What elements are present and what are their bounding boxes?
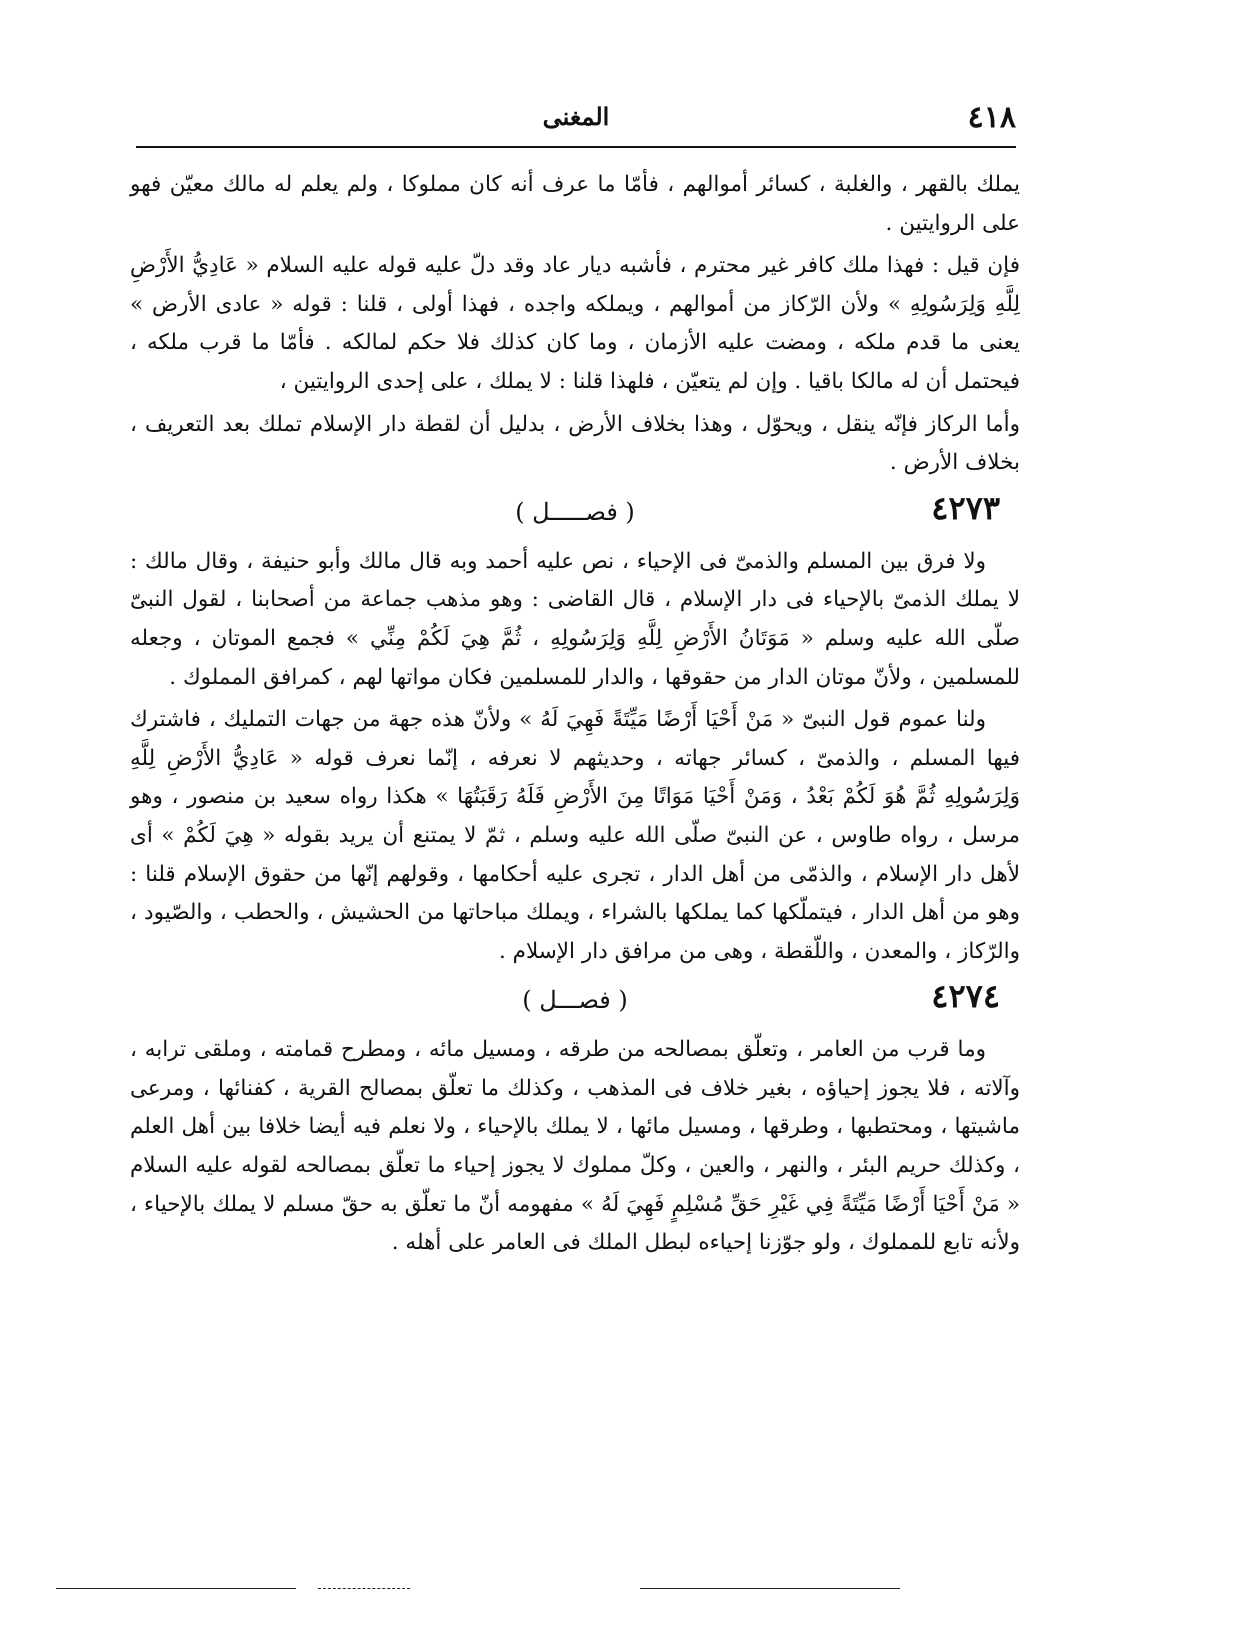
footer-rule [640,1588,900,1589]
paragraph: يملك بالقهر ، والغلبة ، كسائر أموالهم ، فأمّا ما عرف أنه كان مملوكا ، ولم يعلم له مالك معيّن فهو على الروايتين . [130,172,1020,236]
footer-rule [318,1588,410,1589]
paragraph: فإن قيل : فهذا ملك كافر غير محترم ، فأشبه ديار عاد وقد دلّ عليه قوله عليه السلام « عَادِيُّ الأَرْضِ لِلَّهِ وَلِرَسُولِهِ » ولأن الرّكاز من أموالهم ، ويملكه واجده ، فهذا أولى ، قلنا : قوله « عادى الأرض » يعنى ما قدم ملكه ، ومضت عليه الأزمان ، وما كان كذلك فلا حكم لمالكه . فأمّا ما قرب ملكه ، فيحتمل أن له مالكا باقيا . وإن لم يتعيّن ، فلهذا قلنا : لا يملك ، على إحدى الروايتين ، [130,253,1020,394]
section-number: ٤٢٧٤ [931,977,1000,1016]
section-number: ٤٢٧٣ [931,488,1000,527]
section-heading-4273 [130,489,1020,541]
paragraph: ولا فرق بين المسلم والذمىّ فى الإحياء ، نص عليه أحمد وبه قال مالك وأبو حنيفة ، وقال مالك : لا يملك الذمىّ بالإحياء فى دار الإسلام ، قال القاضى : وهو مذهب جماعة من أصحابنا ، لقول النبىّ صلّى الله عليه وسلم « مَوَتَانُ الأَرْضِ لِلَّهِ وَلِرَسُولِهِ ، ثُمَّ هِيَ لَكُمْ مِنِّي » فجمع الموتان ، وجعله للمسلمين ، ولأنّ موتان الدار من حقوقها ، والدار للمسلمين فكان مواتها لهم ، كمرافق المملوك . [130,548,1020,690]
header-rule [136,146,1016,148]
section-heading-4274 [130,977,1020,1029]
paragraph: وما قرب من العامر ، وتعلّق بمصالحه من طرقه ، ومسيل مائه ، ومطرح قمامته ، وملقى ترابه ، وآلاته ، فلا يجوز إحياؤه ، بغير خلاف فى المذهب ، وكذلك ما تعلّق بمصالح القرية ، كفنائها ، ومرعى ماشيتها ، ومحتطبها ، وطرقها ، ومسيل مائها ، لا يملك بالإحياء ، ولا نعلم فيه أيضا خلافا بين أهل العلم ، وكذلك حريم البئر ، والنهر ، والعين ، وكلّ مملوك لا يجوز إحياء ما تعلّق بمصالحه لقوله عليه السلام « مَنْ أَحْيَا أَرْضًا مَيِّتَةً فِي غَيْرِ حَقِّ مُسْلِمٍ فَهِيَ لَهُ » مفهومه أنّ ما تعلّق به حقّ مسلم لا يملك بالإحياء ، ولأنه تابع للمملوك ، ولو جوّزنا إحياءه لبطل الملك فى العامر على أهله . [130,1037,1020,1256]
section-title: ( فصـــــل ) [515,497,635,526]
page-number: ٤١٨ [967,100,1016,135]
paragraph: وأما الركاز فإنّه ينقل ، ويحوّل ، وهذا بخلاف الأرض ، بدليل أن لقطة دار الإسلام تملك بعد التعريف ، بخلاف الأرض . [130,411,1020,476]
paragraph: ولنا عموم قول النبىّ « مَنْ أَحْيَا أَرْضًا مَيِّتَةً فَهِيَ لَهُ » ولأنّ هذه جهة من جهات التمليك ، فاشترك فيها المسلم ، والذمىّ ، كسائر جهاته ، وحديثهم لا نعرفه ، إنّما نعرف قوله « عَادِيُّ الأَرْضِ لِلَّهِ وَلِرَسُولِهِ ثُمَّ هُوَ لَكُمْ بَعْدُ ، وَمَنْ أَحْيَا مَوَاتًا مِنَ الأَرْضِ فَلَهُ رَقَبَتُهَا » هكذا رواه سعيد بن منصور ، وهو مرسل ، رواه طاوس ، عن النبىّ صلّى الله عليه وسلم ، ثمّ لا يمتنع أن يريد بقوله « هِيَ لَكُمْ » أى لأهل دار الإسلام ، والذمّى من أهل الدار ، تجرى عليه أحكامها ، وقولهم إنّها من حقوق الإسلام قلنا : وهو من أهل الدار ، فيتملّكها كما يملكها بالشراء ، ويملك مباحاتها من الحشيش ، والحطب ، والصّيود ، والرّكاز ، والمعدن ، واللّقطة ، وهى من مرافق دار الإسلام . [130,707,1020,964]
page-header [136,100,1016,144]
section-title: ( فصـــل ) [522,986,628,1015]
running-title: المغنى [542,102,610,131]
page-body [130,166,1020,1267]
footer-rule [56,1588,296,1589]
